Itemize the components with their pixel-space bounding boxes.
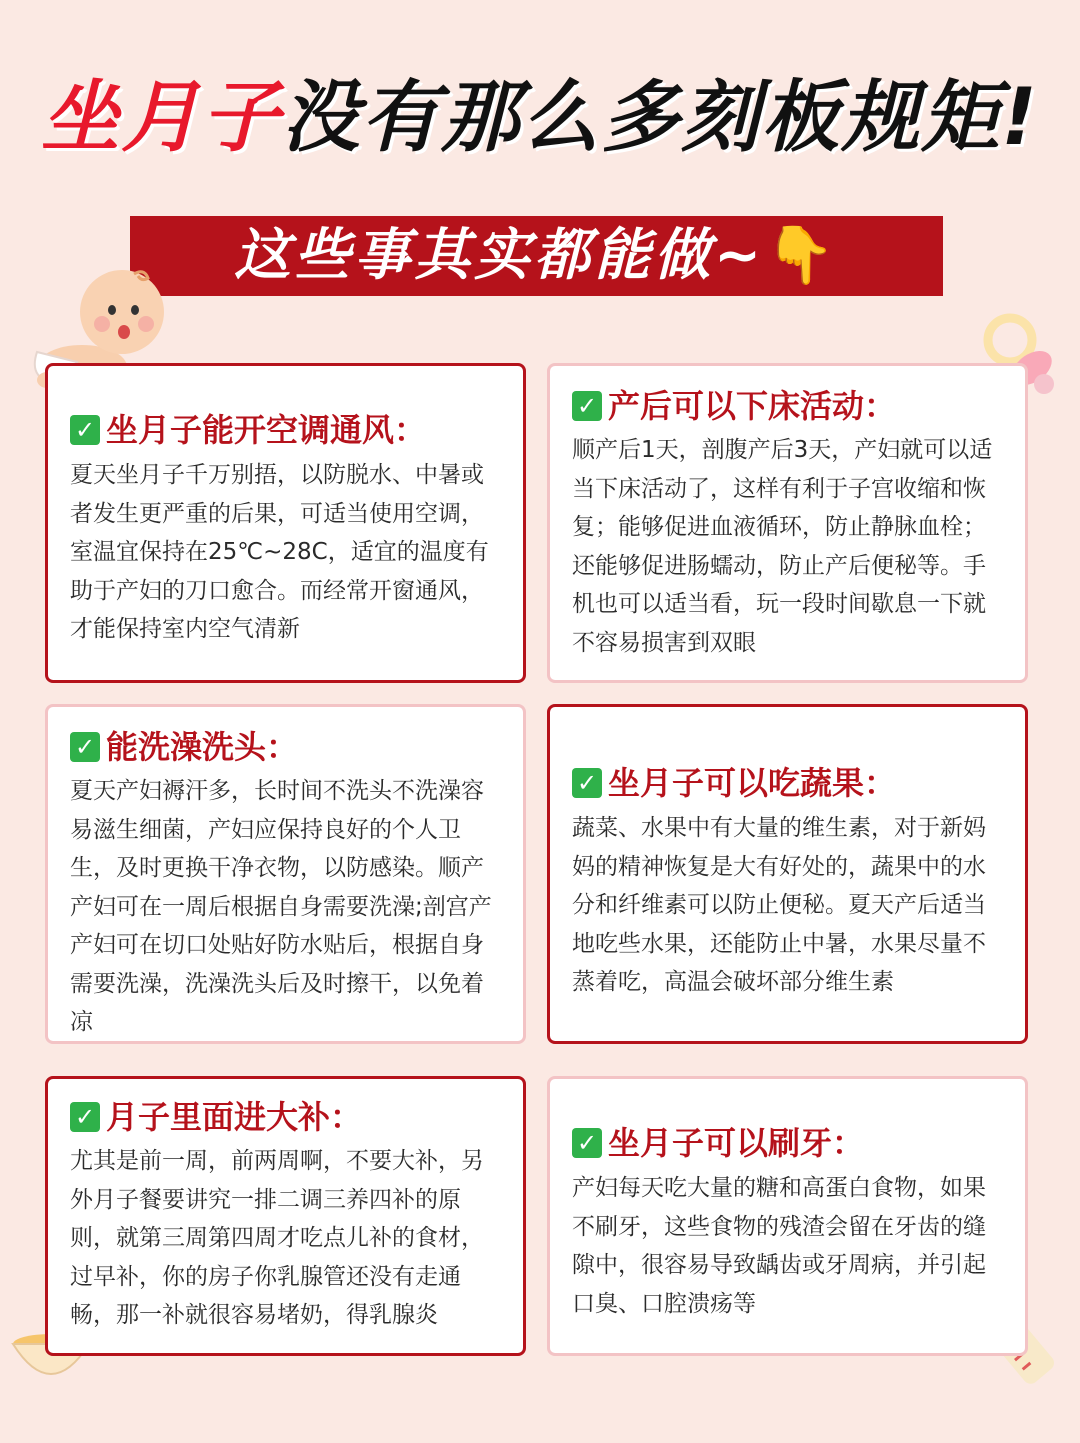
- title-highlight: 坐月子: [41, 73, 282, 163]
- card-body: 顺产后1天，剖腹产后3天，产妇就可以适当下床活动了，这样有利于子宫收缩和恢复；能够促进血液循环，防止静脉血栓；还能够促进肠蠕动，防止产后便秘等。手机也可以适当看，玩一段时间歇息一下就不容易损害到双眼: [572, 437, 993, 656]
- check-icon: ✓: [572, 768, 602, 798]
- title-rest: 没有那么多刻板规矩!: [281, 73, 1039, 163]
- pointing-down-icon: 👇: [765, 223, 839, 288]
- page-title: [0, 68, 1080, 168]
- banner-text: 这些事其实都能做~: [234, 223, 766, 288]
- check-icon: ✓: [572, 391, 602, 421]
- subtitle-banner: [130, 216, 943, 296]
- card-title: [70, 1095, 501, 1139]
- card-tonics: [45, 1076, 526, 1356]
- card-brushing-teeth: [547, 1076, 1028, 1356]
- card-aircon: [45, 363, 526, 683]
- card-title-text: 月子里面进大补：: [106, 1098, 363, 1136]
- card-title: [572, 761, 1003, 805]
- card-body: 蔬菜、水果中有大量的维生素，对于新妈妈的精神恢复是大有好处的，蔬果中的水分和纤维素可以防止便秘。夏天产后适当地吃些水果，还能防止中暑，水果尽量不蒸着吃，高温会破坏部分维生素: [572, 815, 986, 995]
- check-icon: ✓: [572, 1128, 602, 1158]
- card-title-text: 坐月子能开空调通风：: [106, 411, 427, 449]
- card-title-text: 坐月子可以刷牙：: [608, 1124, 865, 1162]
- check-icon: ✓: [70, 415, 100, 445]
- check-icon: ✓: [70, 732, 100, 762]
- card-title-text: 坐月子可以吃蔬果：: [608, 764, 897, 802]
- card-title: [572, 1121, 1003, 1165]
- card-body: 夏天坐月子千万别捂，以防脱水、中暑或者发生更严重的后果，可适当使用空调，室温宜保持在25℃~28C，适宜的温度有助于产妇的刀口愈合。而经常开窗通风，才能保持室内空气清新: [70, 462, 489, 642]
- card-title: [70, 408, 501, 452]
- check-icon: ✓: [70, 1102, 100, 1132]
- card-body: 产妇每天吃大量的糖和高蛋白食物，如果不刷牙，这些食物的残渣会留在牙齿的缝隙中，很容易导致龋齿或牙周病，并引起口臭、口腔溃疡等: [572, 1175, 986, 1317]
- card-title: [572, 384, 1003, 428]
- card-bathing: [45, 704, 526, 1044]
- card-body: 夏天产妇褥汗多，长时间不洗头不洗澡容易滋生细菌，产妇应保持良好的个人卫生，及时更换干净衣物，以防感染。顺产产妇可在一周后根据自身需要洗澡;剖宫产产妇可在切口处贴好防水贴后，根据自身需要洗澡，洗澡洗头后及时擦干，以免着凉: [70, 778, 492, 1035]
- card-get-out-of-bed: [547, 363, 1028, 683]
- card-title-text: 能洗澡洗头：: [106, 728, 299, 766]
- card-fruits-vegetables: [547, 704, 1028, 1044]
- card-title: [70, 725, 501, 769]
- card-body: 尤其是前一周，前两周啊，不要大补，另外月子餐要讲究一排二调三养四补的原则，就第三周第四周才吃点儿补的食材，过早补，你的房子你乳腺管还没有走通畅，那一补就很容易堵奶，得乳腺炎: [70, 1148, 484, 1328]
- card-title-text: 产后可以下床活动：: [608, 387, 897, 425]
